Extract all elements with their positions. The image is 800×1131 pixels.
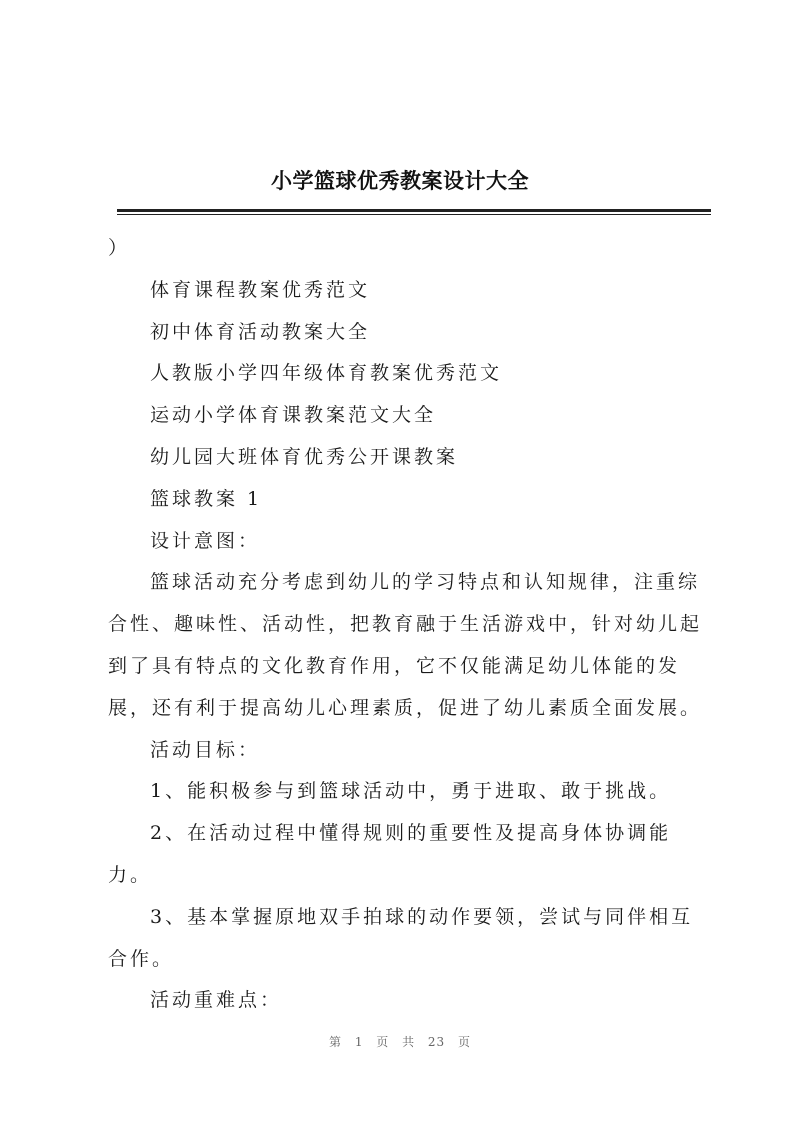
key-points-heading: 活动重难点： [150, 989, 283, 1012]
text-fragment: ） [108, 237, 131, 259]
design-intent-paragraph: 篮球活动充分考虑到幼儿的学习特点和认知规律，注重综合性、趣味性、活动性，把教育融于生活游戏中，针对幼儿起到了具有特点的文化教育作用，它不仅能满足幼儿体能的发展，还有利于提高幼儿心理素质，促进了幼儿素质全面发展。 [108, 571, 703, 719]
design-intent-heading: 设计意图： [150, 529, 261, 552]
related-link[interactable]: 幼儿园大班体育优秀公开课教案 [150, 445, 459, 468]
lesson-heading: 篮球教案 1 [150, 487, 263, 510]
goal-item: 1、能积极参与到篮球活动中，勇于进取、敢于挑战。 [150, 780, 672, 803]
related-link[interactable]: 运动小学体育课教案范文大全 [150, 404, 437, 427]
page-number: 第 1 页 共 23 页 [329, 1035, 471, 1049]
goal-item: 3、基本掌握原地双手拍球的动作要领，尝试与同伴相互合作。 [108, 905, 694, 970]
title-divider [117, 209, 711, 212]
related-link[interactable]: 初中体育活动教案大全 [150, 320, 371, 343]
document-body [108, 228, 710, 1022]
document-title: 小学篮球优秀教案设计大全 [271, 168, 529, 193]
goals-heading: 活动目标： [150, 738, 261, 761]
goal-item: 2、在活动过程中懂得规则的重要性及提高身体协调能力。 [108, 822, 672, 886]
related-link[interactable]: 体育课程教案优秀范文 [150, 278, 371, 301]
related-link[interactable]: 人教版小学四年级体育教案优秀范文 [150, 362, 503, 385]
